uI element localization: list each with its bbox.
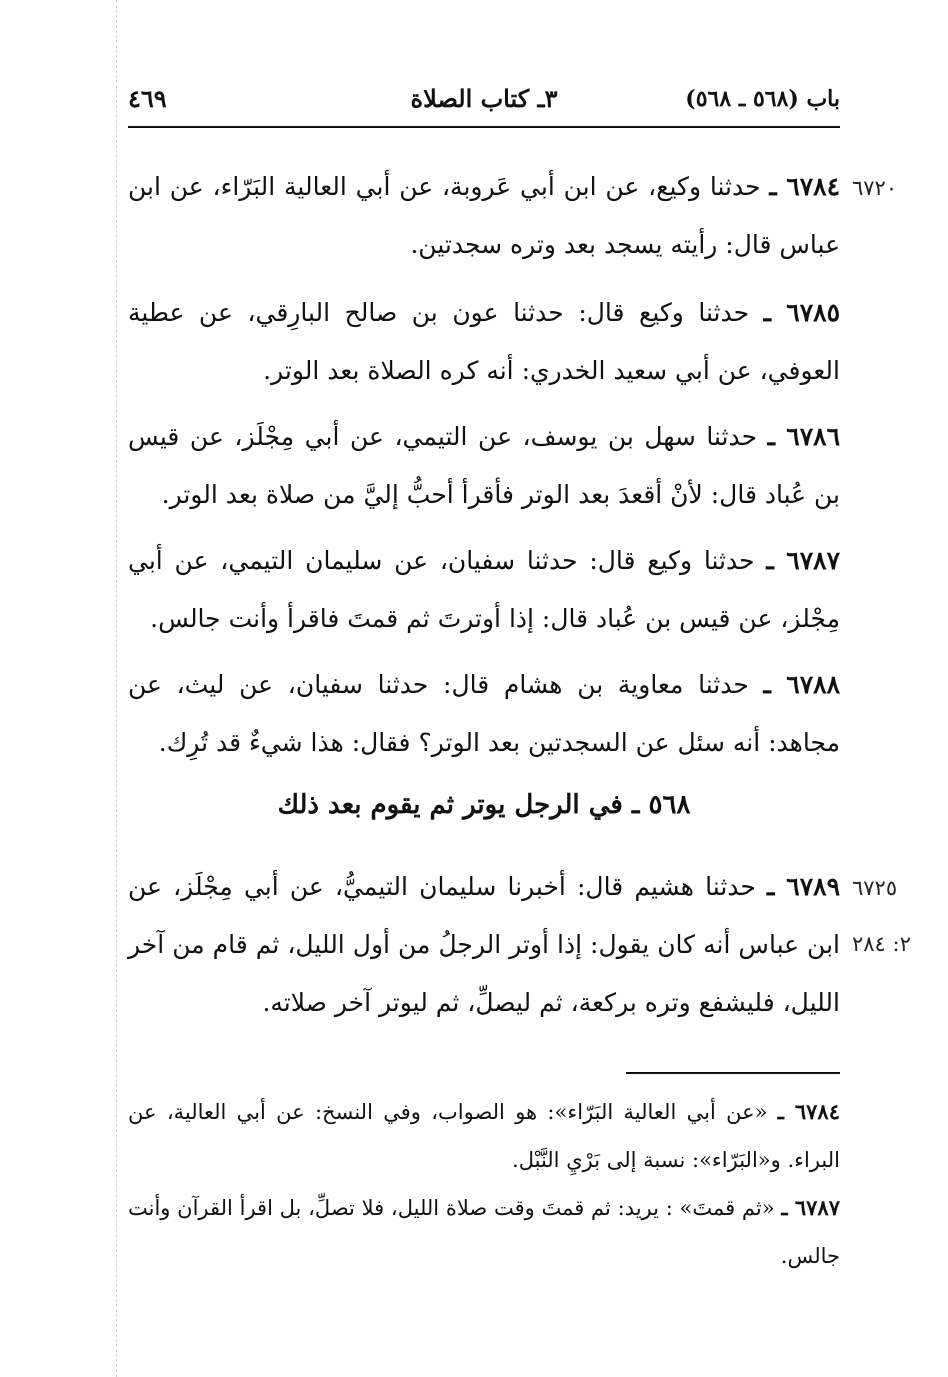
chapter-range: باب (٥٦٨ ـ ٥٦٨) [685,86,840,112]
page-number: ٤٦٩ [128,84,167,113]
footnote-6787 [128,1184,840,1280]
hadith-text: حدثنا سهل بن يوسف، عن التيمي، عن أبي مِجْلَز، عن قيس بن عُباد قال: لأنْ أقعدَ بعد الوتر فأقرأ أحبُّ إليَّ من صلاة بعد الوتر. [128,422,840,509]
footnote-6784 [128,1088,840,1184]
hadith-number: ٦٧٨٥ ـ [763,298,841,327]
hadith-6787 [128,532,840,648]
header-rule [128,126,840,128]
hadith-6784 [128,158,840,274]
margin-ref: ٢: ٢٨٤ [852,932,911,956]
footnote-text: «عن أبي العالية البَرّاء»: هو الصواب، وفي النسخ: عن أبي العالية، عن البراء. و«البَرّاء»: نسبة إلى بَرْيِ النَّبْل. [128,1100,840,1172]
hadith-number: ٦٧٨٨ ـ [763,670,841,699]
book-title: ٣ـ كتاب الصلاة [410,84,558,113]
hadith-text: حدثنا وكيع، عن ابن أبي عَروبة، عن أبي العالية البَرّاء، عن ابن عباس قال: رأيته يسجد بعد وتره سجدتين. [128,172,840,259]
section-heading: ٥٦٨ ـ في الرجل يوتر ثم يقوم بعد ذلك [277,790,691,820]
hadith-6786 [128,408,840,524]
hadith-text: حدثنا وكيع قال: حدثنا عون بن صالح البارِقي، عن عطية العوفي، عن أبي سعيد الخدري: أنه كره الصلاة بعد الوتر. [128,298,840,385]
hadith-text: حدثنا وكيع قال: حدثنا سفيان، عن سليمان التيمي، عن أبي مِجْلز، عن قيس بن عُباد قال: إذا أوترتَ ثم قمتَ فاقرأ وأنت جالس. [128,546,840,633]
hadith-number: ٦٧٨٤ ـ [769,172,840,201]
page-spine [116,0,117,1377]
footnote-number: ٦٧٨٤ ـ [777,1099,840,1124]
footnote-number: ٦٧٨٧ ـ [781,1195,840,1220]
hadith-6788 [128,656,840,772]
hadith-number: ٦٧٨٧ ـ [766,546,840,575]
footnote-rule [626,1072,840,1074]
hadith-6785 [128,284,840,400]
hadith-text: حدثنا معاوية بن هشام قال: حدثنا سفيان، عن ليث، عن مجاهد: أنه سئل عن السجدتين بعد الوتر؟ فقال: هذا شيءٌ قد تُرِك. [128,670,840,757]
hadith-text: حدثنا هشيم قال: أخبرنا سليمان التيميُّ، عن أبي مِجْلَز، عن ابن عباس أنه كان يقول: إذا أوتر الرجلُ من أول الليل، ثم قام من آخر الليل، فليشفع وتره بركعة، ثم ليصلِّ، ثم ليوتر آخر صلاته. [128,872,840,1017]
margin-ref: ٦٧٢٠ [852,176,898,200]
hadith-number: ٦٧٨٦ ـ [767,422,840,451]
hadith-number: ٦٧٨٩ ـ [767,872,840,901]
running-header [128,78,840,122]
hadith-6789 [128,858,840,1032]
margin-ref: ٦٧٢٥ [852,876,898,900]
footnote-text: «ثم قمتَ» : يريد: ثم قمتَ وقت صلاة الليل، فلا تصلِّ، بل اقرأ القرآن وأنت جالس. [128,1196,840,1268]
